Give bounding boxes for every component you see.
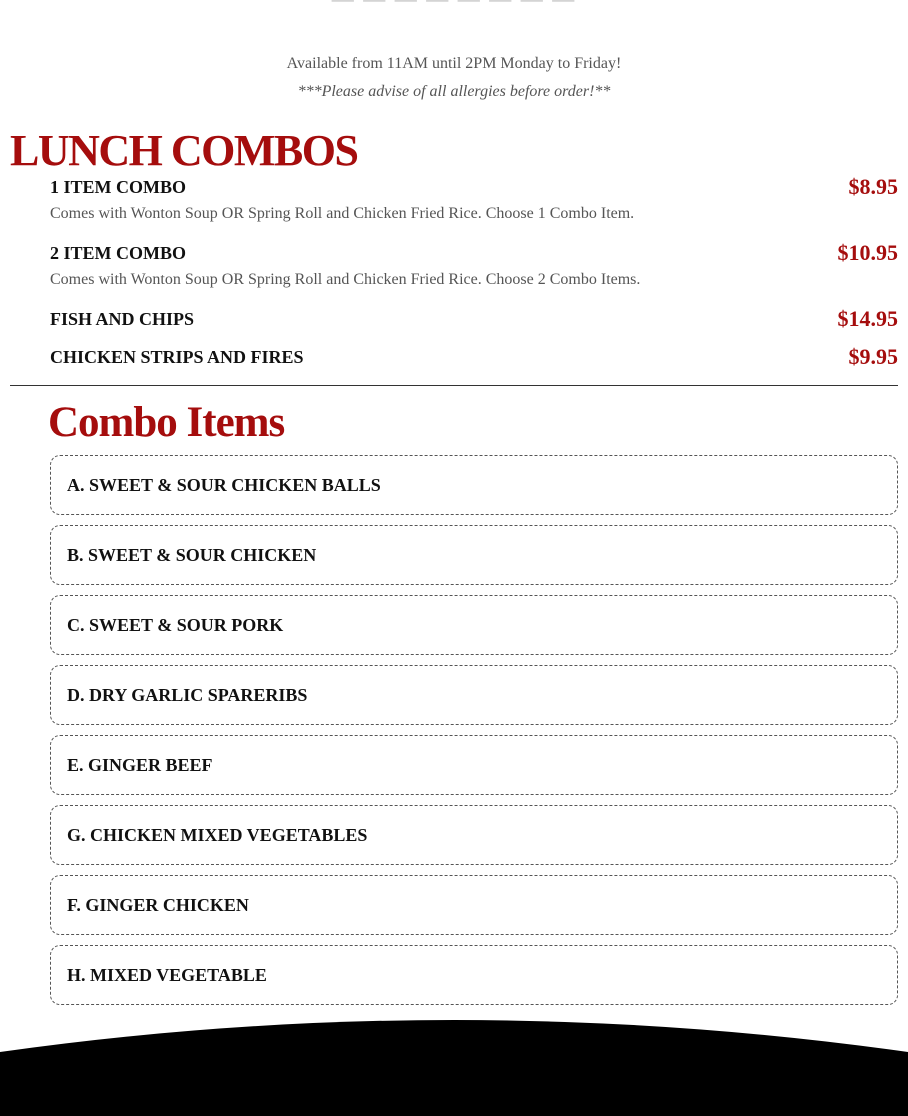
item-price: $9.95 — [848, 344, 898, 369]
item-name: FISH AND CHIPS — [50, 309, 195, 329]
combo-item-e[interactable]: E. GINGER BEEF — [50, 735, 898, 795]
menu-item-chicken-strips — [50, 345, 898, 369]
footer-curve — [0, 1018, 908, 1116]
combo-items-list — [50, 455, 898, 1015]
footer-shape — [0, 1020, 908, 1116]
availability-note: Available from 11AM until 2PM Monday to Friday! — [286, 55, 622, 72]
item-name: CHICKEN STRIPS AND FIRES — [50, 347, 304, 367]
top-clipped-text — [0, 0, 908, 12]
menu-item-fish-and-chips — [50, 307, 898, 331]
section-divider — [10, 385, 898, 386]
combo-item-f[interactable]: F. GINGER CHICKEN — [50, 875, 898, 935]
combo-item-g[interactable]: G. CHICKEN MIXED VEGETABLES — [50, 805, 898, 865]
item-description: Comes with Wonton Soup OR Spring Roll and Chicken Fried Rice. Choose 2 Combo Items. — [50, 271, 641, 288]
item-price: $8.95 — [848, 174, 898, 199]
lunch-combos-title: LUNCH COMBOS — [10, 126, 358, 175]
combo-item-h[interactable]: H. MIXED VEGETABLE — [50, 945, 898, 1005]
item-price: $10.95 — [837, 240, 898, 265]
item-name: 2 ITEM COMBO — [50, 243, 187, 263]
menu-item-2-item-combo — [50, 241, 898, 265]
item-description: Comes with Wonton Soup OR Spring Roll and Chicken Fried Rice. Choose 1 Combo Item. — [50, 205, 635, 222]
combo-item-c[interactable]: C. SWEET & SOUR PORK — [50, 595, 898, 655]
menu-item-1-item-combo — [50, 175, 898, 199]
allergy-note: ***Please advise of all allergies before order!** — [297, 83, 611, 100]
combo-item-d[interactable]: D. DRY GARLIC SPARERIBS — [50, 665, 898, 725]
item-price: $14.95 — [837, 306, 898, 331]
item-name: 1 ITEM COMBO — [50, 177, 187, 197]
combo-items-title: Combo Items — [48, 399, 285, 446]
combo-item-b[interactable]: B. SWEET & SOUR CHICKEN — [50, 525, 898, 585]
combo-item-a[interactable]: A. SWEET & SOUR CHICKEN BALLS — [50, 455, 898, 515]
